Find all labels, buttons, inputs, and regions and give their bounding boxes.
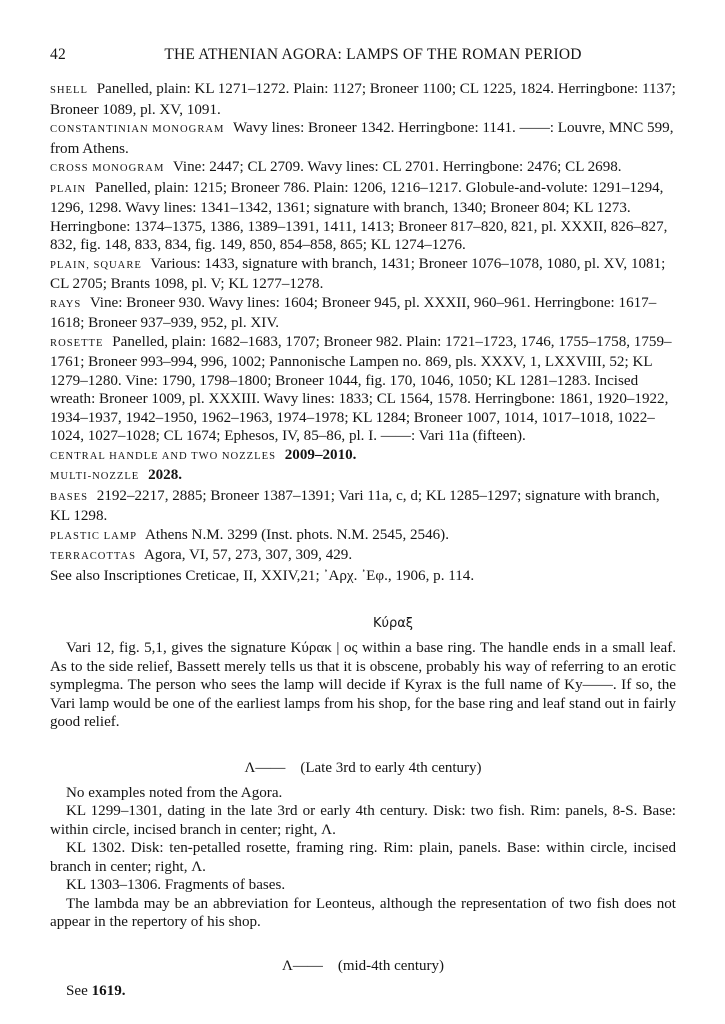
entry-bases: [50, 487, 676, 526]
lambda-early-heading: [50, 760, 676, 777]
entry-label: TERRACOTTAS: [50, 551, 137, 562]
entry-shell: [50, 80, 676, 119]
entry-text: Athens N.M. 3299 (Inst. phots. N.M. 2545, 2546).: [145, 526, 449, 543]
lambda-early-p4: KL 1303–1306. Fragments of bases.: [66, 877, 286, 893]
entry-text: See also Inscriptiones Creticae, II, XXIV,21; ᾿Αρχ. ᾿Εφ., 1906, p. 114.: [50, 567, 475, 584]
kyrax-heading: [50, 615, 676, 632]
entry-label: SHELL: [50, 85, 88, 96]
document-page: [50, 40, 676, 1000]
entry-label: CROSS MONOGRAM: [50, 163, 165, 174]
entry-label: PLASTIC LAMP: [50, 530, 138, 542]
lambda-mid-see: [50, 982, 676, 1001]
lambda-early-p2: KL 1299–1301, dating in the late 3rd or early 4th century. Disk: two fish. Rim: panels, 8-S. Base: within circle, incised branch in center; right, Λ.: [50, 803, 676, 838]
entry-plain: [50, 179, 676, 255]
entry-text: Agora, VI, 57, 273, 307, 309, 429.: [144, 547, 353, 563]
entry-text: Wavy lines: Broneer 1342. Herringbone: 1141. ——: Louvre, MNC 599, from Athens.: [50, 120, 674, 157]
lambda-early-date: (Late 3rd to early 4th century): [300, 759, 482, 776]
entry-label: CONSTANTINIAN MONOGRAM: [50, 124, 225, 135]
lambda-mid-date: (mid-4th century): [337, 957, 445, 974]
lambda-early-p1: No examples noted from the Agora.: [66, 784, 283, 801]
entry-text: Panelled, plain: 1215; Broneer 786. Plain: 1206, 1216–1217. Globule-and-volute: 1291–1294, 1296, 1298. Wavy lines: 1341–1342, 1361; signature with branch, 1340; Broneer 804; KL 1273. Herringbone: 1374–1375, 1386, 1389–1391, 1411, 1413; Broneer 817–820, 821, pl. XXXII, 826–827, 832, fig. 148, 833, 834, fig. 149, 850, 854–858, 865; KL 1274–1276.: [50, 179, 668, 253]
entry-text: Panelled, plain: KL 1271–1272. Plain: 1127; Broneer 1100; CL 1225, 1824. Herringbone: 1137; Broneer 1089, pl. XV, 1091.: [50, 81, 676, 118]
kyrax-heading-text: Κύραξ: [372, 616, 414, 631]
entry-label: PLAIN: [50, 183, 87, 195]
entry-multi-nozzle: [50, 466, 676, 487]
entry-rays: [50, 294, 676, 333]
page-header: [50, 40, 676, 64]
entry-plain-square: [50, 255, 676, 294]
entry-text: Vine: Broneer 930. Wavy lines: 1604; Broneer 945, pl. XXXII, 960–961. Herringbone: 1617–1618; Broneer 937–939, 952, pl. XIV.: [50, 294, 657, 331]
entry-text: Vine: 2447; CL 2709. Wavy lines: CL 2701. Herringbone: 2476; CL 2698.: [172, 159, 622, 175]
entry-terracottas: [50, 546, 676, 567]
lambda-mid-mark: Λ——: [281, 957, 323, 974]
see-reference: 1619.: [91, 982, 126, 999]
page-number: 42: [50, 46, 66, 63]
catalogue-entries: [50, 80, 676, 585]
entry-label: RAYS: [50, 298, 82, 310]
entry-cross-monogram: [50, 158, 676, 179]
lambda-early-p3: KL 1302. Disk: ten-petalled rosette, framing ring. Rim: plain, panels. Base: within circle, incised branch in center; right, Λ.: [50, 840, 676, 875]
lambda-early-p5: The lambda may be an abbreviation for Leonteus, although the representation of two fish does not appear in the repertory of his shop.: [50, 895, 676, 930]
entry-see-also: [50, 567, 676, 586]
see-prefix: See: [66, 982, 88, 999]
entry-central-handle: [50, 446, 676, 467]
entry-rosette: [50, 333, 676, 446]
entry-text: 2028.: [148, 467, 183, 483]
entry-label: ROSETTE: [50, 337, 104, 349]
kyrax-paragraph: Vari 12, fig. 5,1, gives the signature Κύρακ | ος within a base ring. The handle ends in a small leaf. As to the side relief, Bassett merely tells us that it is obscene, probably his way of referring to an erotic symplegma. The person who sees the lamp will decide if Kyrax is the full name of Ky——. If so, the Vari lamp would be one of the earliest lamps from his shop, for the base ring and leaf stand out in fairly good relief.: [50, 640, 676, 730]
entry-label: CENTRAL HANDLE AND TWO NOZZLES: [50, 450, 276, 462]
entry-text: Panelled, plain: 1682–1683, 1707; Broneer 982. Plain: 1721–1723, 1746, 1755–1758, 1759–1761; Broneer 993–994, 996, 1002; Pannonische Lampen no. 869, pls. XXXV, 1, LXXVIII, 52; KL 1279–1280. Vine: 1790, 1798–1800; Broneer 1044, fig. 170, 1046, 1050; KL 1281–1283. Incised wreath: Broneer 1009, pl. XXXIII. Wavy lines: 1833; CL 1564, 1578. Herringbone: 1861, 1920–1922, 1934–1937, 1942–1950, 1962–1963, 1974–1978; KL 1284; Broneer 1007, 1014, 1017–1018, 1022–1024, 1027–1028; CL 1674; Ephesos, IV, 85–86, pl. I. ——: Vari 11a (fifteen).: [50, 333, 672, 444]
entry-label: PLAIN, SQUARE: [50, 259, 142, 271]
entry-label: MULTI-NOZZLE: [50, 471, 140, 482]
entry-label: BASES: [50, 491, 88, 503]
entry-text: 2192–2217, 2885; Broneer 1387–1391; Vari 11a, c, d; KL 1285–1297; signature with branch, KL 1298.: [50, 487, 660, 524]
lambda-early-mark: Λ——: [244, 759, 286, 776]
entry-constantinian-monogram: [50, 119, 676, 158]
entry-text: 2009–2010.: [284, 446, 357, 463]
entry-plastic-lamp: [50, 526, 676, 547]
entry-text: Various: 1433, signature with branch, 1431; Broneer 1076–1078, 1080, pl. XV, 1081; CL 2705; Brants 1098, pl. V; KL 1277–1278.: [50, 255, 666, 292]
lambda-mid-heading: [50, 958, 676, 975]
running-title: THE ATHENIAN AGORA: LAMPS OF THE ROMAN PERIOD: [164, 46, 582, 63]
